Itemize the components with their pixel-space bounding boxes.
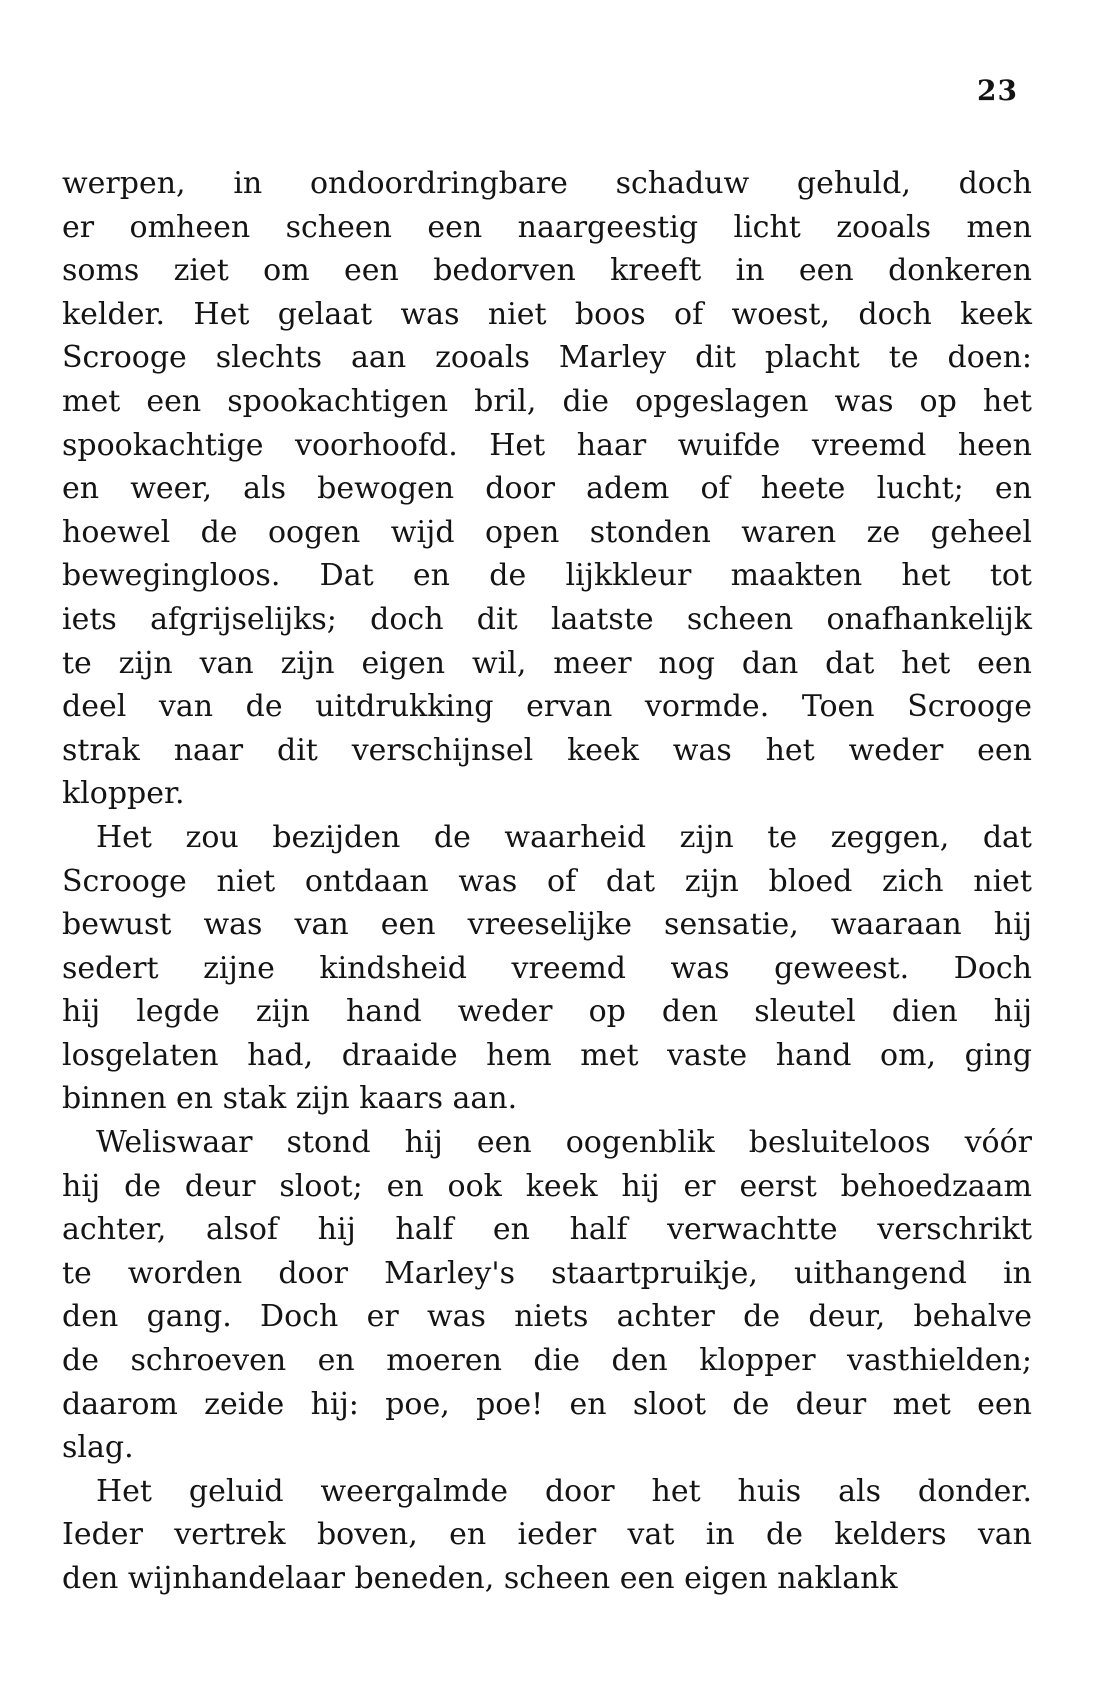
text-line: achter, alsof hij half en half verwachtte verschrikt bbox=[62, 1212, 1032, 1248]
text-line: sedert zijne kindsheid vreemd was geweest. Doch bbox=[62, 950, 1032, 986]
page-number: 23 bbox=[977, 74, 1018, 107]
text-line: bewust was van een vreeselijke sensatie, waaraan hij bbox=[62, 907, 1032, 943]
text-line: hoewel de oogen wijd open stonden waren ze geheel bbox=[62, 514, 1032, 550]
text-line: bewegingloos. Dat en de lijkkleur maakten het tot bbox=[62, 558, 1032, 594]
text-line: klopper. bbox=[62, 776, 185, 812]
text-line: Scrooge niet ontdaan was of dat zijn bloed zich niet bbox=[62, 863, 1032, 899]
body-text bbox=[62, 162, 1032, 1601]
text-line: Ieder vertrek boven, en ieder vat in de kelders van bbox=[62, 1517, 1032, 1553]
text-line: te worden door Marley's staartpruikje, uithangend in bbox=[62, 1255, 1032, 1291]
text-line: Weliswaar stond hij een oogenblik besluiteloos vóór bbox=[96, 1125, 1032, 1161]
text-line: binnen en stak zijn kaars aan. bbox=[62, 1081, 518, 1117]
paragraph bbox=[62, 162, 1032, 816]
text-line: hij legde zijn hand weder op den sleutel dien hij bbox=[62, 994, 1032, 1030]
text-line: losgelaten had, draaide hem met vaste hand om, ging bbox=[62, 1037, 1032, 1073]
text-line: de schroeven en moeren die den klopper vasthielden; bbox=[62, 1343, 1032, 1379]
text-line: spookachtige voorhoofd. Het haar wuifde vreemd heen bbox=[62, 427, 1032, 463]
paragraph bbox=[62, 1470, 1032, 1601]
text-line: iets afgrijselijks; doch dit laatste scheen onafhankelijk bbox=[62, 601, 1032, 637]
text-line: daarom zeide hij: poe, poe! en sloot de deur met een bbox=[62, 1386, 1032, 1422]
text-line: den gang. Doch er was niets achter de deur, behalve bbox=[62, 1299, 1032, 1335]
text-line: Het geluid weergalmde door het huis als donder. bbox=[96, 1473, 1032, 1509]
text-line: Het zou bezijden de waarheid zijn te zeggen, dat bbox=[96, 819, 1032, 855]
text-line: er omheen scheen een naargeestig licht zooals men bbox=[62, 209, 1032, 245]
text-line: met een spookachtigen bril, die opgeslagen was op het bbox=[62, 383, 1032, 419]
text-line: strak naar dit verschijnsel keek was het weder een bbox=[62, 732, 1032, 768]
text-line: te zijn van zijn eigen wil, meer nog dan dat het een bbox=[62, 645, 1032, 681]
paragraph bbox=[62, 1121, 1032, 1470]
text-line: Scrooge slechts aan zooals Marley dit placht te doen: bbox=[62, 340, 1032, 376]
text-line: kelder. Het gelaat was niet boos of woest, doch keek bbox=[62, 296, 1032, 332]
text-line: deel van de uitdrukking ervan vormde. Toen Scrooge bbox=[62, 689, 1032, 725]
text-line: en weer, als bewogen door adem of heete lucht; en bbox=[62, 471, 1032, 507]
text-line: hij de deur sloot; en ook keek hij er eerst behoedzaam bbox=[62, 1168, 1032, 1204]
text-line: werpen, in ondoordringbare schaduw gehuld, doch bbox=[62, 166, 1032, 201]
paragraph bbox=[62, 816, 1032, 1121]
text-line: soms ziet om een bedorven kreeft in een donkeren bbox=[62, 253, 1032, 289]
text-line: slag. bbox=[62, 1430, 134, 1466]
text-line: den wijnhandelaar beneden, scheen een eigen naklank bbox=[62, 1561, 898, 1596]
